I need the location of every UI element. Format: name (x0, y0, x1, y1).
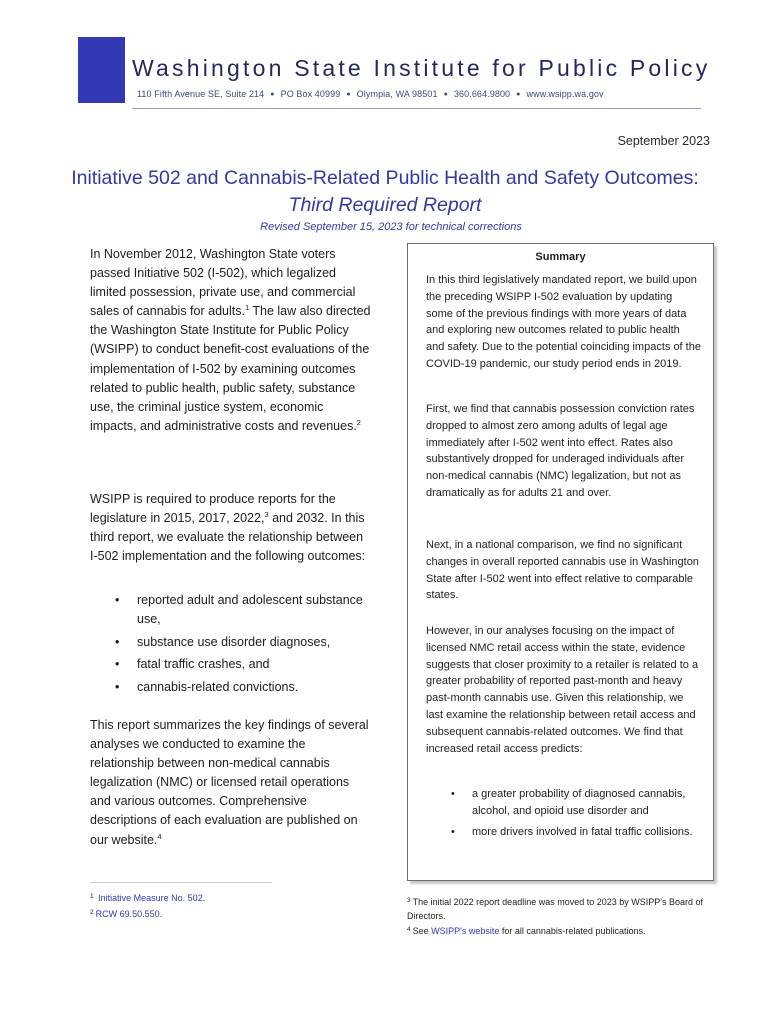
bullet-icon: • (451, 788, 455, 800)
org-name: Washington State Institute for Public Policy (132, 55, 711, 81)
bullet-icon: • (115, 657, 120, 672)
intro-paragraph: In November 2012, Washington State voters passed Initiative 502 (I-502), which legalized limited possession, private use, and commercial sales of cannabis for adults.$^1$ The law also directed the Washington State Institute for Public Policy (WSIPP) to conduct benefit-cost evaluations of the implementation of I-502 by examining outcomes related to public health, public safety, substance use, the criminal justice system, economic impacts, and administrative costs and revenues.$^2$ (90, 247, 371, 433)
bullet-icon: • (115, 634, 120, 649)
summary-paragraph: First, we find that cannabis possession conviction rates dropped to almost zero among adults of legal age immediately after I-502 went into effect. Rates also substantively dropped for underaged individuals after non-medical cannabis (NMC) legalization, but not as dramatically as for adults 21 and over. (426, 403, 695, 499)
bullet-icon: • (115, 593, 120, 607)
footnote-link[interactable]: RCW 69.50.550. (95, 908, 163, 919)
bullet-dot: ● (346, 91, 351, 98)
address-street: 110 Fifth Avenue SE, Suite 214 (137, 89, 265, 99)
address-city: Olympia, WA 98501 (356, 89, 438, 99)
revised-note: Revised September 15, 2023 for technical corrections (260, 221, 522, 233)
summary-paragraph: Next, in a national comparison, we find no significant changes in overall reported cannabis use in Washington State after I-502 went into effect relative to comparable states. (426, 539, 699, 602)
summary-paragraph: In this third legislatively mandated report, we build upon the preceding WSIPP I-502 evaluation by updating some of the previous findings with more years of data and exploring new outcomes related to public health and safety. Due to the potential coinciding impacts of the COVID-19 pandemic, our study period ends in 2019. (426, 274, 701, 370)
list-item: • more drivers involved in fatal traffic collisions. (426, 824, 701, 841)
footnote-2: $^2$ RCW 69.50.550. (90, 908, 163, 919)
wsipp-website-link[interactable]: WSIPP's website (431, 926, 500, 936)
footnote-divider (90, 882, 272, 883)
list-item: • fatal traffic crashes, and (90, 655, 372, 674)
list-item: • reported adult and adolescent substance use, (115, 593, 363, 627)
footnote-ref[interactable]: 1 (244, 303, 250, 313)
report-subtitle: Third Required Report (288, 194, 482, 216)
footnote-ref[interactable]: 4 (157, 831, 162, 841)
bullet-icon: • (115, 680, 120, 695)
bullet-icon: • (451, 825, 455, 838)
footnotes-right (407, 894, 707, 939)
bullet-dot: ● (516, 91, 521, 98)
summary-list (426, 786, 701, 844)
list-item: • substance use disorder diagnoses, (90, 633, 372, 652)
footnote-3: $^3$ The initial 2022 report deadline was moved to 2023 by WSIPP's Board of Directors. (407, 897, 704, 921)
footnote-ref[interactable]: 2 (356, 417, 361, 427)
requirements-paragraph: WSIPP is required to produce reports for the legislature in 2015, 2017, 2022,$^3$ and 2032. In this third report, we evaluate the relationship between I-502 implementation and the following outcomes: (90, 492, 366, 564)
list-item: • cannabis-related convictions. (90, 678, 372, 697)
logo-block (78, 37, 125, 103)
summary-intro-paragraph: This report summarizes the key findings of several analyses we conducted to examine the relationship between non-medical cannabis legalization (NMC) or licensed retail operations and various outcomes. Comprehensive descriptions of each evaluation are published on our website.$^4$ (90, 718, 369, 847)
outcomes-list (90, 591, 372, 701)
header-divider (132, 108, 701, 109)
address-po-box: PO Box 40999 (280, 89, 341, 99)
report-title: Initiative 502 and Cannabis-Related Public Health and Safety Outcomes: (71, 167, 699, 189)
bullet-dot: ● (270, 91, 275, 98)
address-line (137, 89, 604, 99)
summary-paragraph: However, in our analyses focusing on the impact of licensed NMC retail access within the state, evidence suggests that closer proximity to a retailer is related to a greater probability of reported past-month and heavy past-month cannabis use. Given this relationship, we last examine the relationship between retail access and subsequent cannabis-related outcomes. We find that increased retail access predicts: (426, 625, 699, 755)
footnote-4: $^4$ See WSIPP's website for all cannabis-related publications. (407, 926, 646, 936)
summary-title: Summary (535, 251, 586, 263)
footnote-1: $^1$ Initiative Measure No. 502. (90, 893, 206, 903)
footnote-ref[interactable]: 3 (264, 509, 269, 519)
address-phone: 360.664.9800 (453, 89, 511, 99)
bullet-dot: ● (443, 91, 448, 98)
footnotes-left (90, 890, 350, 921)
address-website[interactable]: www.wsipp.wa.gov (526, 89, 604, 99)
list-item: • a greater probability of diagnosed cannabis, alcohol, and opioid use disorder and (451, 788, 686, 817)
footnote-link[interactable]: Initiative Measure No. 502. (98, 893, 206, 903)
report-date: September 2023 (617, 134, 710, 148)
